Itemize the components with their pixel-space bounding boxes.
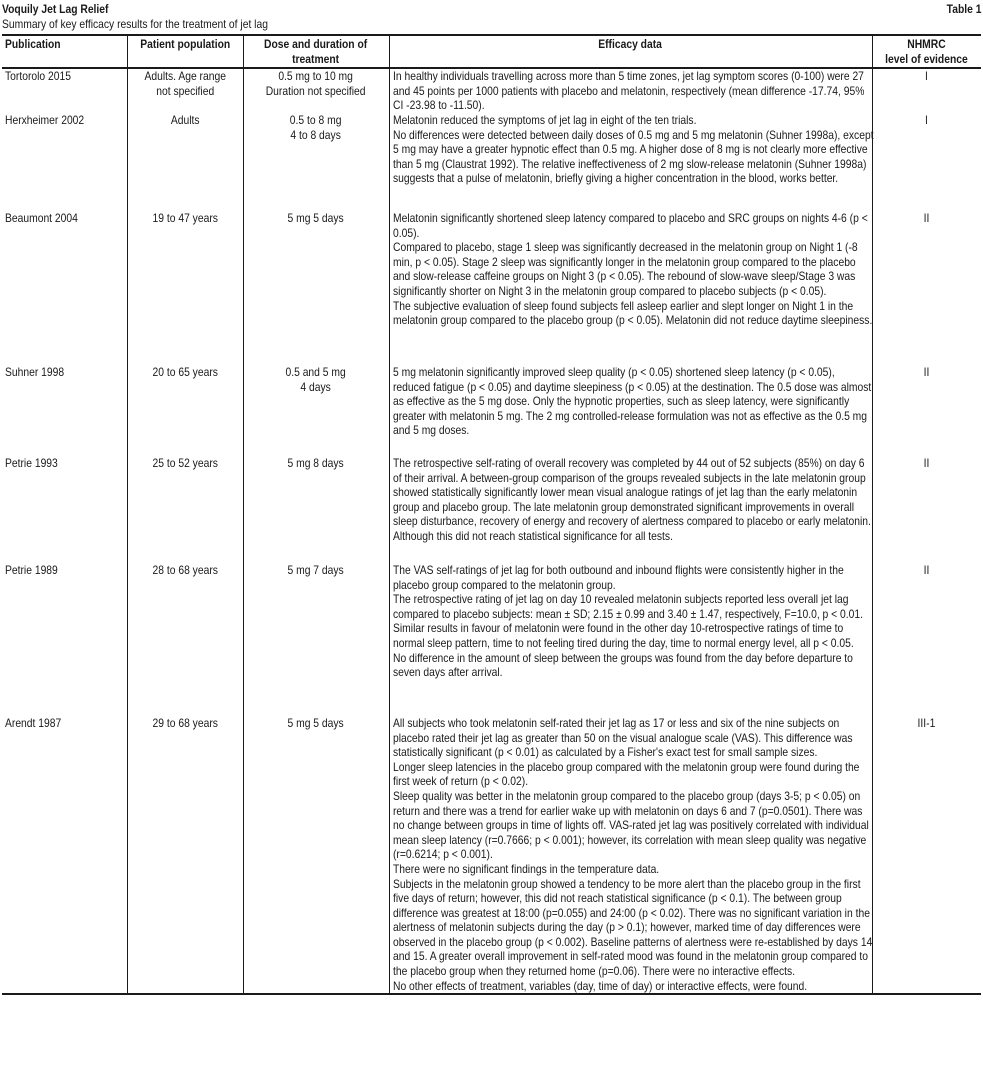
efficacy-paragraph: 5 mg melatonin significantly improved sleep quality (p < 0.05) shortened sleep latency (p < 0.05), reduced fatigue (p < 0.05) and daytime sleepiness (p < 0.05) at the destination. The 0.5 dose was almost as effective as the 5 mg dose. Only the hypnotic properties, such as sleep latency, were significantly greater with melatonin 5 mg. The 2 mg controlled-release formulation was not as effective as the 0.5 mg and 5 mg doses. [392, 364, 871, 438]
efficacy-paragraph: The subjective evaluation of sleep found subjects fell asleep earlier and slept longer on Night 1 in the melatonin group compared to the placebo group (p < 0.05). Melatonin did not reduce daytime sleepiness. [392, 298, 872, 328]
cell-population: 19 to 47 years [127, 211, 243, 365]
efficacy-paragraph: The VAS self-ratings of jet lag for both outbound and inbound flights were consistently higher in the placebo group compared to the melatonin group. [392, 562, 844, 592]
efficacy-paragraph: The retrospective rating of jet lag on day 10 revealed melatonin subjects reported less overall jet lag compared to placebo subjects: mean ± SD; 2.15 ± 0.99 and 3.40 ± 1.47, respectively, F=10.0, p < 0.01. [392, 592, 863, 621]
cell-evidence-level: I [872, 68, 981, 113]
header-population: Patient population [127, 35, 243, 68]
cell-population: 20 to 65 years [127, 365, 243, 456]
cell-publication: Suhner 1998 [5, 364, 65, 379]
cell-evidence-level: III-1 [872, 716, 981, 994]
efficacy-paragraph: No differences were detected between daily doses of 0.5 mg and 5 mg melatonin (Suhner 1998a), except 5 mg may have a greater hypnotic effect than 0.5 mg. A higher dose of 8 mg is not clearly more effective than 5 mg (Claustrat 1992). The relative ineffectiveness of 2 mg slow-release melatonin (Suhner 1998a) suggests that a pulse of melatonin, briefly giving a higher concentration in the blood, works better. [392, 127, 874, 186]
cell-publication: Tortorolo 2015 [5, 69, 71, 84]
cell-publication: Petrie 1993 [5, 455, 58, 470]
efficacy-paragraph: No other effects of treatment, variables (day, time of day) or interactive effects, were found. [392, 978, 807, 993]
cell-publication: Petrie 1989 [5, 562, 58, 577]
cell-evidence-level: II [872, 211, 981, 365]
efficacy-paragraph: There were no significant findings in the temperature data. [392, 861, 659, 876]
cell-efficacy [389, 365, 872, 456]
cell-publication: Herxheimer 2002 [5, 112, 85, 127]
efficacy-paragraph: Melatonin significantly shortened sleep latency compared to placebo and SRC groups on nights 4-6 (p < 0.05). [392, 210, 868, 240]
table-row [2, 113, 981, 211]
header-dose: Dose and duration of treatment [243, 35, 389, 68]
cell-population: Adults [127, 113, 243, 211]
cell-publication: Beaumont 2004 [5, 210, 78, 225]
cell-dose: 5 mg 8 days [243, 456, 389, 563]
cell-dose: 0.5 to 8 mg 4 to 8 days [243, 113, 389, 211]
cell-efficacy [389, 113, 872, 211]
efficacy-paragraph: In healthy individuals travelling across more than 5 time zones, jet lag symptom scores (0-100) were 27 and 45 points per 1000 patients with placebo and melatonin, respectively (mean difference -17.74, 95% CI -23.98 to -11.50). [392, 69, 864, 113]
cell-evidence-level: I [872, 113, 981, 211]
efficacy-paragraph: The retrospective self-rating of overall recovery was completed by 44 out of 52 subjects (85%) on day 6 of their arrival. A between-group comparison of the groups revealed subjects in the late melatonin group showed statistically significantly lower mean visual analogue ratings of jet lag than the early melatonin group and placebo group. The late melatonin group demonstrated significant improvements in overall sleep disturbance, recovery of energy and recovery of alertness compared to placebo or early melatonin. Although this did not reach statistical significance for all tests. [392, 455, 871, 543]
cell-population: 29 to 68 years [127, 716, 243, 994]
cell-efficacy [389, 68, 872, 113]
cell-publication: Arendt 1987 [2, 716, 127, 994]
efficacy-paragraph: Similar results in favour of melatonin were found in the other day 10-retrospective ratings of time to normal sleep pattern, time to not feeling tired during the day, time to normal energy level, all p < 0.05. [392, 621, 854, 650]
table-row [2, 456, 981, 563]
cell-dose: 0.5 and 5 mg 4 days [243, 365, 389, 456]
efficacy-paragraph: Sleep quality was better in the melatonin group compared to the placebo group (days 3-5; p < 0.05) on return and there was a trend for earlier wake up with melatonin on days 6 and 7 (p=0.0501). There was no change between groups in time of lights off. VAS-rated jet lag was positively correlated with individual mean sleep latency (r=0.7666; p < 0.001); however, its correlation with mean sleep quality was negative (r=0.6214; p < 0.001). [392, 788, 869, 862]
cell-efficacy [389, 716, 872, 994]
cell-efficacy [389, 563, 872, 716]
cell-evidence-level: II [872, 563, 981, 716]
cell-evidence-level: II [872, 456, 981, 563]
cell-efficacy [389, 211, 872, 365]
cell-evidence-level: II [872, 365, 981, 456]
table-row [2, 716, 981, 994]
efficacy-paragraph: All subjects who took melatonin self-rated their jet lag as 17 or less and six of the nine subjects on placebo rated their jet lag as greater than 50 on the visual analogue scale (VAS). This difference was statistically significant (p < 0.01) as calculated by a Fisher's exact test for small sample sizes. [392, 715, 853, 760]
efficacy-paragraph: Melatonin reduced the symptoms of jet lag in eight of the ten trials. [392, 112, 696, 127]
efficacy-paragraph: Longer sleep latencies in the placebo group compared with the melatonin group were found during the first week of return (p < 0.02). [392, 759, 859, 789]
cell-dose: 5 mg 5 days [243, 716, 389, 994]
cell-dose: 5 mg 7 days [243, 563, 389, 716]
efficacy-paragraph: Subjects in the melatonin group showed a tendency to be more alert than the placebo group in the first five days of return; however, this did not reach statistical significance (p < 0.1). The between group difference was greatest at 18:00 (p=0.055) and 24:00 (p < 0.02). There was no significant variation in the alertness of melatonin subjects during the day (p > 0.1); however, marked time of day differences were observed in the placebo group (p < 0.002). Baseline patterns of alertness were re-established by days 14 and 15. A greater overall improvement in self-rated mood was found in the melatonin group compared to the placebo group when they returned home (p=0.06). There were no interactive effects. [392, 876, 872, 979]
table-row [2, 563, 981, 716]
table-number: Table 1 [946, 2, 981, 16]
header-row [2, 35, 981, 68]
cell-population: 28 to 68 years [127, 563, 243, 716]
efficacy-table [2, 34, 981, 995]
cell-dose: 0.5 mg to 10 mg Duration not specified [243, 68, 389, 113]
cell-dose: 5 mg 5 days [243, 211, 389, 365]
header-level: NHMRC level of evidence [872, 35, 981, 68]
efficacy-paragraph: No difference in the amount of sleep between the groups was found from the day before departure to seven days after arrival. [392, 650, 853, 680]
cell-efficacy [389, 456, 872, 563]
document-header [2, 2, 981, 17]
header-efficacy: Efficacy data [389, 35, 872, 68]
table-row [2, 68, 981, 113]
cell-population: Adults. Age range not specified [127, 68, 243, 113]
header-publication: Publication [2, 35, 127, 68]
table-header [2, 35, 981, 68]
table-caption: Summary of key efficacy results for the treatment of jet lag [2, 17, 268, 31]
document-title: Voquily Jet Lag Relief [2, 2, 109, 16]
table-row [2, 365, 981, 456]
table-body [2, 68, 981, 994]
cell-population: 25 to 52 years [127, 456, 243, 563]
table-row [2, 211, 981, 365]
efficacy-paragraph: Compared to placebo, stage 1 sleep was significantly decreased in the melatonin group on Night 1 (-8 min, p < 0.05). Stage 2 sleep was significantly longer in the melatonin group compared to the placebo and slow-release caffeine groups on Night 3 (p < 0.05). The rebound of slow-wave sleep/Stage 3 was significantly shorter on Night 3 in the melatonin group compared to placebo subjects (p < 0.05). [392, 240, 858, 298]
